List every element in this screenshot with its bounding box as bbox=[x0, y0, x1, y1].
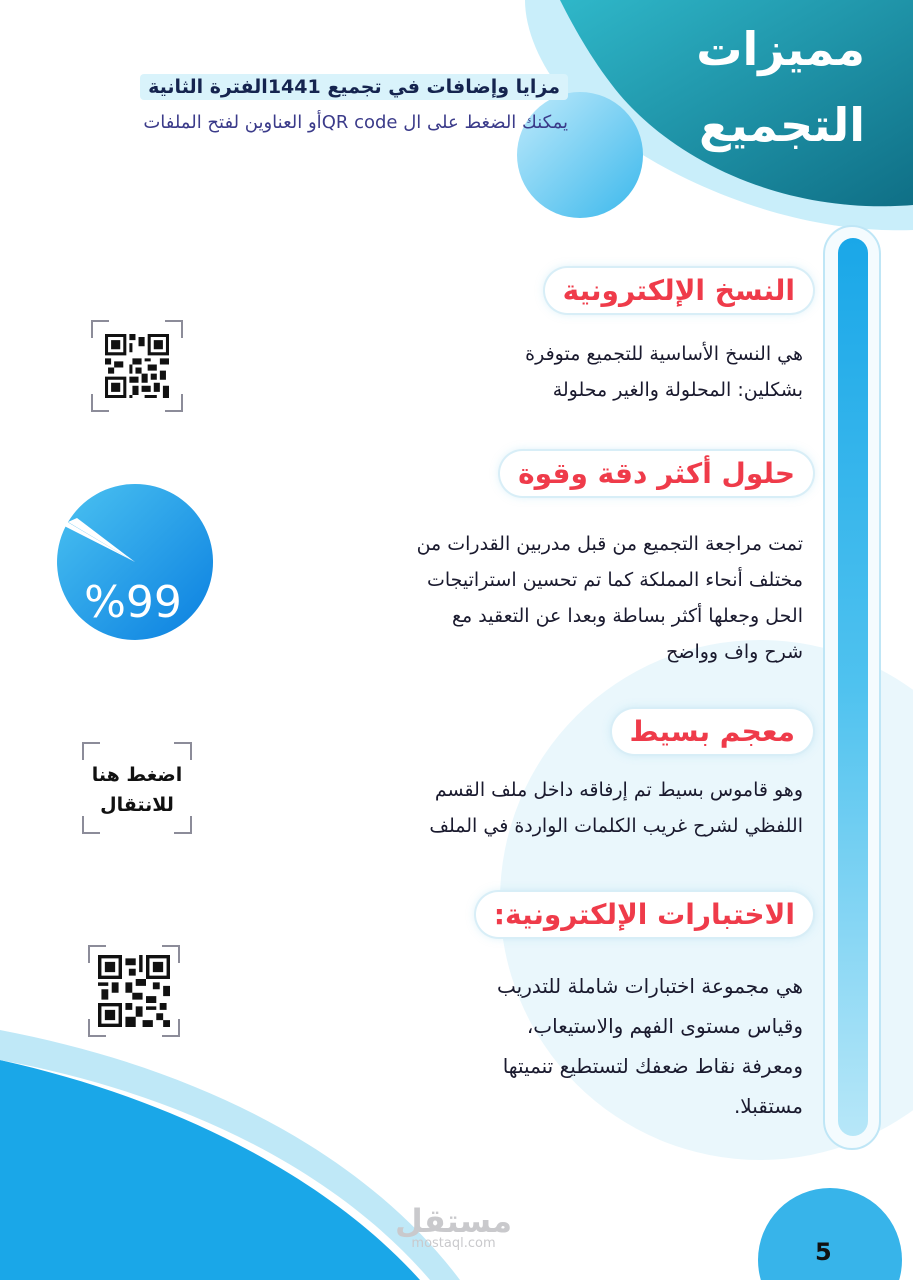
section-body-electronic-tests bbox=[497, 966, 803, 1126]
body-line: بشكلين: المحلولة والغير محلولة bbox=[552, 379, 803, 401]
watermark-domain: mostaql.com bbox=[411, 1236, 496, 1251]
watermark-brand: مستقل bbox=[395, 1202, 513, 1240]
body-line: وقياس مستوى الفهم والاستيعاب، bbox=[526, 1014, 803, 1038]
body-line: هي النسخ الأساسية للتجميع متوفرة bbox=[525, 343, 803, 365]
body-line: اللفظي لشرح غريب الكلمات الواردة في الملف bbox=[429, 815, 803, 837]
body-line: تمت مراجعة التجميع من قبل مدربين القدرات من bbox=[416, 533, 803, 555]
section-title-electronic-copies[interactable]: النسخ الإلكترونية bbox=[545, 268, 813, 313]
qr-code-icon bbox=[98, 955, 170, 1027]
section-body-electronic-copies bbox=[525, 336, 803, 408]
body-line: ومعرفة نقاط ضعفك لتستطيع تنميتها bbox=[502, 1054, 803, 1078]
section-body-dictionary bbox=[429, 772, 803, 844]
body-line: شرح واف وواضح bbox=[666, 641, 803, 663]
page-number: 5 bbox=[815, 1238, 832, 1266]
intro-line-2: يمكنك الضغط على ال QR codeأو العناوين لفتح الملفات bbox=[143, 112, 568, 133]
watermark bbox=[395, 1202, 512, 1251]
press-here-line1: اضغط هنا bbox=[91, 764, 183, 786]
qr-code-icon bbox=[105, 334, 169, 398]
press-here-line2: للانتقال bbox=[100, 794, 174, 816]
section-body-solutions bbox=[417, 526, 803, 670]
section-title-dictionary[interactable]: معجم بسيط bbox=[612, 709, 813, 754]
page-title-line2: التجميع bbox=[698, 98, 865, 152]
page-number-circle bbox=[758, 1188, 902, 1280]
page-title-line1: مميزات bbox=[696, 22, 865, 76]
timeline-bar bbox=[838, 238, 868, 1136]
background-decoration bbox=[0, 600, 913, 1280]
body-line: وهو قاموس بسيط تم إرفاقه داخل ملف القسم bbox=[434, 779, 803, 801]
bottom-left-wave bbox=[0, 1060, 420, 1280]
body-line: مختلف أنحاء المملكة كما تم تحسين استراتيجات bbox=[426, 569, 803, 591]
press-here-link[interactable] bbox=[82, 742, 192, 834]
body-line: الحل وجعلها أكثر بساطة وبعدا عن التعقيد مع bbox=[451, 605, 803, 627]
qr-code-electronic-tests[interactable] bbox=[88, 945, 180, 1037]
accuracy-gauge bbox=[55, 482, 215, 642]
gauge-label: %99 bbox=[84, 577, 182, 628]
qr-code-electronic-copies[interactable] bbox=[91, 320, 183, 412]
body-line: مستقبلا. bbox=[733, 1094, 803, 1118]
body-line: هي مجموعة اختبارات شاملة للتدريب bbox=[497, 974, 803, 998]
section-title-electronic-tests[interactable]: الاختبارات الإلكترونية: bbox=[476, 892, 813, 937]
press-here-text bbox=[82, 760, 192, 820]
intro-line-1: مزايا وإضافات في تجميع 1441الفترة الثانية bbox=[140, 74, 568, 100]
section-title-solutions[interactable]: حلول أكثر دقة وقوة bbox=[500, 451, 813, 496]
